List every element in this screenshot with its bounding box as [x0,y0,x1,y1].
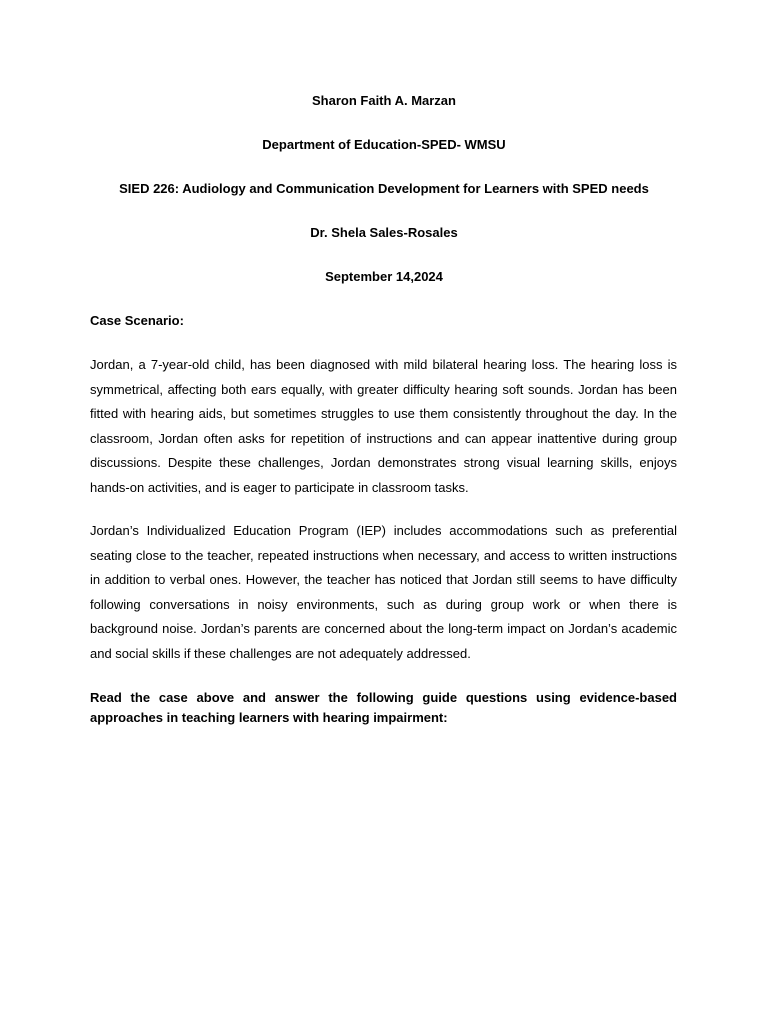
author-name: Sharon Faith A. Marzan [312,93,456,108]
instructor-name: Dr. Shela Sales-Rosales [310,225,458,240]
department-name: Department of Education-SPED- WMSU [262,137,506,152]
guide-question-instruction: Read the case above and answer the following guide questions using evidence-based approaches in teaching learners with hearing impairment: [90,690,677,725]
course-title: SIED 226: Audiology and Communication Development for Learners with SPED needs [119,181,649,196]
case-paragraph-1: Jordan, a 7-year-old child, has been diagnosed with mild bilateral hearing loss. The hearing loss is symmetrical, affecting both ears equally, with greater difficulty hearing soft sounds. Jordan has been fitted with hearing aids, but sometimes struggles to use them consistently throughout the day. In the classroom, Jordan often asks for repetition of instructions and can appear inattentive during group discussions. Despite these challenges, Jordan demonstrates strong visual learning skills, enjoys hands-on activities, and is eager to participate in classroom tasks. [90,357,677,495]
document-date: September 14,2024 [325,269,443,284]
case-paragraph-2: Jordan’s Individualized Education Program (IEP) includes accommodations such as preferential seating close to the teacher, repeated instructions when necessary, and access to written instructions in addition to verbal ones. However, the teacher has noticed that Jordan still seems to have difficulty following conversations in noisy environments, such as during group work or when there is background noise. Jordan’s parents are concerned about the long-term impact on Jordan’s academic and social skills if these challenges are not adequately addressed. [90,523,677,661]
case-scenario-heading: Case Scenario: [90,313,184,328]
